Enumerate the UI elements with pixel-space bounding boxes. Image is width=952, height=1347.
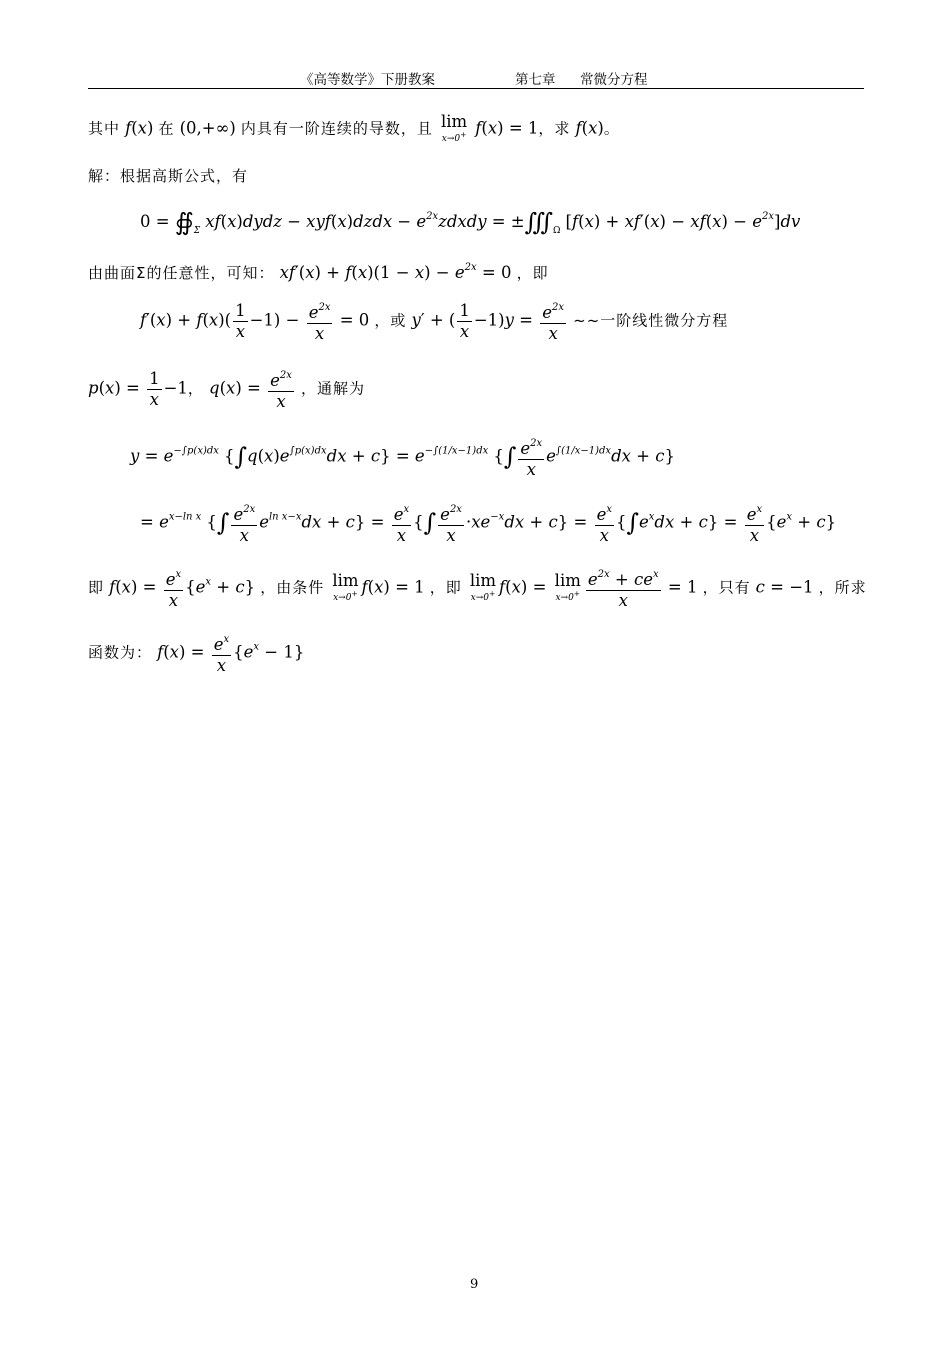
- text-fragment: ，只有: [702, 578, 751, 597]
- text-fragment: ，即: [429, 578, 462, 597]
- equation-general-solution-2: = $e^{x-ln x}$ {∫ $\frac{e^{2x}}{x}$ $e^{ln x-x}dx + c$} = $\frac{e^x}{x}$ {∫ $\frac{e^{2x}}{x}$ $\cdot xe^{-x}dx + c$} = $\frac{e^x}{x}$ $\{\int e^xdx + c\}$ = $\frac{e^x}{x}$ $\{e^x + c\}$: [140, 500, 836, 546]
- text-fragment: 。: [603, 119, 620, 138]
- condition-statement: 即 f(x) = $\frac{e^x}{x}$ $\{e^x + c\}$ ，由条件 lim x→0+ f(x) = 1 ，即 lim x→0+ f(x) = lim x→0+ $\frac{e^{2x} + ce^x}{x}$ = 1 ，只有 c = −1 ，所求: [88, 565, 867, 611]
- equation-linear-ode: f′(x) + f(x)( $\frac{1}{x}$ −1) − $\frac{e^{2x}}{x}$ = 0 ，或 y′ + ( $\frac{1}{x}$ −1)y = $\frac{e^{2x}}{x}$ ~~一阶线性微分方程: [140, 298, 728, 344]
- text-fragment: 即: [88, 578, 105, 597]
- text-fragment: ，即: [516, 264, 549, 282]
- text-fragment: 解：根据高斯公式，有: [88, 167, 249, 185]
- equation-gauss: $0 = ∯_\Sigma$ xf(x)dydz − xyf(x)dzdx − $e^{2x}zdxdy$ = $\pm∭_\Omega$ $[f(x) + xf'(x) - xf(x) - e^{2x}]dv$: [140, 208, 801, 236]
- text-fragment: 其中: [88, 119, 121, 138]
- text-fragment: ，或: [374, 311, 407, 330]
- header-chapter: 第七章: [515, 72, 556, 88]
- text-fragment: ，由条件: [260, 578, 325, 597]
- solution-intro: [88, 164, 248, 188]
- problem-statement: 其中 f(x) 在 (0,+∞) 内具有一阶连续的导数，且 lim x→0+ f(x) = 1，求 f(x)。: [88, 112, 620, 144]
- text-fragment: 内具有一阶连续的导数，且: [240, 119, 433, 138]
- header-chapter-title: 常微分方程: [580, 72, 648, 88]
- page-number: 9: [470, 1277, 479, 1292]
- text-fragment: ，所求: [818, 578, 867, 597]
- arbitrariness-statement: 由曲面Σ的任意性，可知： $xf'(x) + f(x)(1 - x) - e^{2x} = 0$ ，即: [88, 262, 549, 282]
- text-fragment: 由曲面Σ的任意性，可知：: [88, 264, 275, 282]
- equation-general-solution-1: $y = e^{-\int p(x)dx}$ $\{\int q(x)e^{\int p(x)dx}dx + c\} = e^{-\int(1/x-1)dx}$ {∫ $\frac{e^{2x}}{x}$ $e^{\int(1/x-1)dx}dx + c$}: [130, 434, 675, 480]
- text-fragment: 在: [158, 119, 175, 138]
- coefficient-definitions: p(x) = $\frac{1}{x}$ −1， q(x) = $\frac{e^{2x}}{x}$ ，通解为: [88, 366, 365, 412]
- text-fragment: 函数为：: [88, 643, 153, 662]
- text-fragment: ，求: [538, 119, 571, 138]
- final-answer: 函数为： f(x) = $\frac{e^x}{x}$ $\{e^x - 1\}$: [88, 630, 304, 676]
- text-fragment: ，: [187, 379, 204, 398]
- text-fragment: ，通解为: [300, 379, 365, 398]
- header-book-title: 《高等数学》下册教案: [300, 72, 435, 88]
- text-fragment: ~~一阶线性微分方程: [573, 311, 729, 330]
- header-rule: [88, 88, 864, 89]
